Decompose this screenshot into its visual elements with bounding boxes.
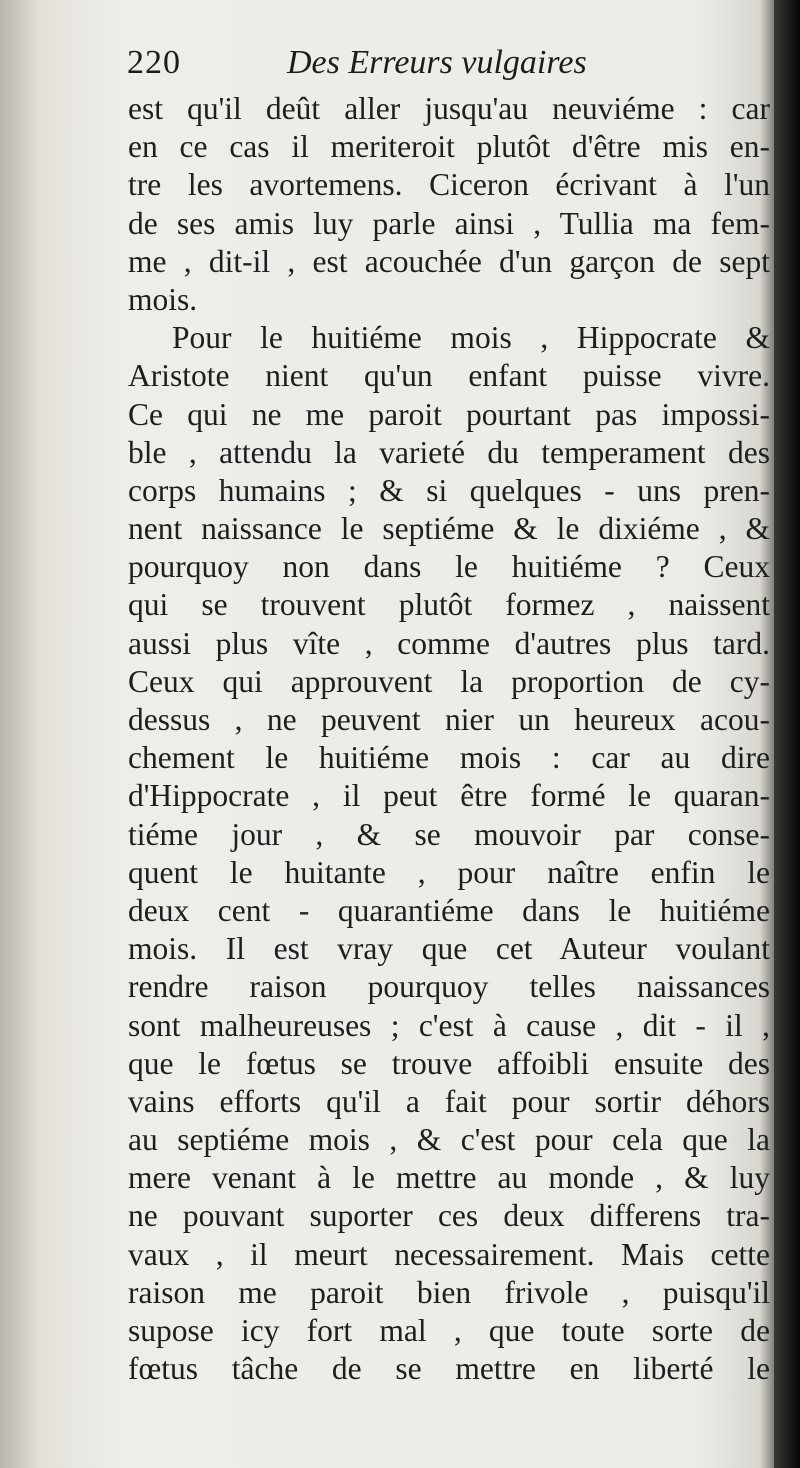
text-line: qui se trouvent plutôt formez , naissent [128,587,770,623]
text-line: sont malheureuses ; c'est à cause , dit - il , [128,1007,770,1043]
page-number: 220 [127,44,181,81]
text-line: raison me paroit bien frivole , puisqu'il [128,1274,770,1310]
text-line: nent naissance le septiéme & le dixiéme , & [128,511,770,547]
text-line: deux cent - quarantiéme dans le huitiéme [128,892,770,928]
text-line: Ceux qui approuvent la proportion de cy- [128,663,770,699]
text-line: me , dit-il , est acouchée d'un garçon de sept [128,243,770,279]
page-body-text [128,90,770,1388]
text-line: quent le huitante , pour naître enfin le [128,854,770,890]
text-line: vains efforts qu'il a fait pour sortir déhors [128,1083,770,1119]
text-line: Ce qui ne me paroit pourtant pas impossi- [128,396,770,432]
text-line: fœtus tâche de se mettre en liberté le [128,1351,770,1387]
text-line: tiéme jour , & se mouvoir par conse- [128,816,770,852]
text-line: Pour le huitiéme mois , Hippocrate & [172,320,770,356]
text-line: mois. Il est vray que cet Auteur voulant [128,931,770,967]
text-line: mere venant à le mettre au monde , & luy [128,1160,770,1196]
text-line: aussi plus vîte , comme d'autres plus tard. [128,625,770,661]
running-title: Des Erreurs vulgaires [287,44,587,81]
page-header [127,44,767,96]
book-gutter [774,0,800,1468]
text-line: vaux , il meurt necessairement. Mais cette [128,1236,770,1272]
text-line: ne pouvant suporter ces deux differens tra- [128,1198,770,1234]
text-line: que le fœtus se trouve affoibli ensuite des [128,1045,770,1081]
text-line: rendre raison pourquoy telles naissances [128,969,770,1005]
text-line: Aristote nient qu'un enfant puisse vivre. [128,358,770,394]
text-line: mois. [128,281,198,317]
text-line: chement le huitiéme mois : car au dire [128,740,770,776]
text-line: corps humains ; & si quelques - uns pren- [128,472,770,508]
text-line: au septiéme mois , & c'est pour cela que la [128,1122,770,1158]
text-line: dessus , ne peuvent nier un heureux acou- [128,702,770,737]
text-line: est qu'il deût aller jusqu'au neuviéme : car [128,91,770,126]
text-line: tre les avortemens. Ciceron écrivant à l'un [128,167,770,203]
text-line: de ses amis luy parle ainsi , Tullia ma fem- [128,205,770,241]
text-line: supose icy fort mal , que toute sorte de [128,1313,770,1348]
text-line: d'Hippocrate , il peut être formé le quaran- [128,778,770,814]
text-line: ble , attendu la varieté du temperament des [128,434,770,470]
text-line: en ce cas il meriteroit plutôt d'être mis en- [128,129,770,165]
text-line: pourquoy non dans le huitiéme ? Ceux [128,549,770,585]
